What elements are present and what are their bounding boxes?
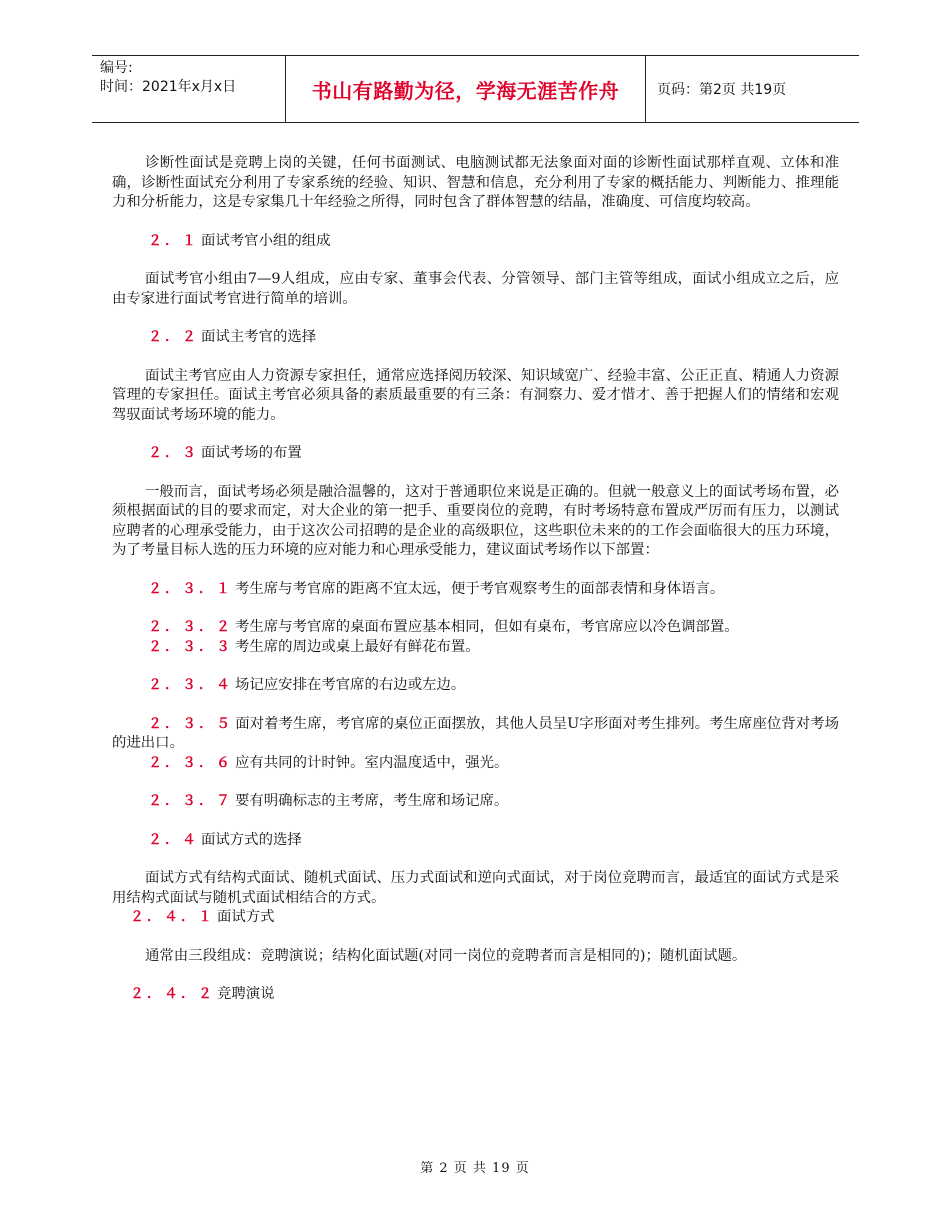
item-text: 考生席与考官席的距离不宜太远，便于考官观察考生的面部表情和身体语言。: [235, 580, 725, 597]
section-title: 竞聘演说: [217, 986, 275, 1002]
item-2-3-5: [112, 715, 839, 754]
item-text: 场记应安排在考官席的右边或左边。: [235, 677, 466, 693]
section-2-4-1-paragraph: 通常由三段组成：竞聘演说；结构化面试题(对同一岗位的竞聘者而言是相同的)；随机面试题。: [145, 947, 747, 964]
header-meta: [92, 56, 285, 122]
item-number: ２．３．６: [148, 754, 233, 771]
item-text: 考生席与考官席的桌面布置应基本相同，但如有桌布，考官席应以冷色调部置。: [235, 619, 739, 635]
document-time-label: 时间：2021年x月x日: [100, 79, 237, 95]
item-2-3-3: [112, 638, 839, 658]
item-number: ２．３．２: [148, 619, 233, 635]
section-2-3-paragraph: 一般而言，面试考场必须是融洽温馨的，这对于普通职位来说是正确的。但就一般意义上的面试考场布置，必须根据面试的目的要求而定，对大企业的第一把手、重要岗位的竞聘，有时考场特意布置成严厉而有压力，以测试应聘者的心理承受能力，由于这次公司招聘的是企业的高级职位，这些职位未来的的工作会面临很大的压力环境，为了考量目标人选的压力环境的应对能力和心理承受能力，建议面试考场作以下部置：: [112, 483, 839, 558]
item-number: ２．３．４: [148, 677, 233, 693]
item-text: 考生席的周边或桌上最好有鲜花布置。: [235, 638, 480, 655]
section-title: 面试方式的选择: [201, 831, 302, 848]
section-2-3-heading: [112, 444, 839, 464]
header-motto: 书山有路勤为径，学海无涯苦作舟: [311, 78, 620, 103]
section-title: 面试方式: [217, 909, 275, 925]
section-2-1-heading: [112, 232, 839, 252]
section-number: ２．４．１: [130, 909, 215, 925]
section-title: 面试主考官的选择: [201, 329, 317, 345]
item-text: 要有明确标志的主考席，考生席和场记席。: [235, 793, 509, 809]
section-number: ２．４．２: [130, 986, 215, 1002]
section-2-1-paragraph: 面试考官小组由7—9人组成，应由专家、董事会代表、分管领导、部门主管等组成，面试小组成立之后，应由专家进行面试考官进行简单的培训。: [112, 271, 839, 307]
header-motto-cell: [285, 56, 646, 122]
page-header: [92, 55, 859, 123]
document-body: [112, 154, 839, 1005]
intro-paragraph: 诊断性面试是竞聘上岗的关键，任何书面测试、电脑测试都无法象面对面的诊断性面试那样直观、立体和准确，诊断性面试充分利用了专家系统的经验、知识、智慧和信息，充分利用了专家的概括能力、判断能力、推理能力和分析能力，这是专家集几十年经验之所得，同时包含了群体智慧的结晶，准确度、可信度均较高。: [112, 155, 839, 210]
item-number: ２．３．７: [148, 793, 233, 809]
section-2-4-2-heading: [112, 985, 839, 1005]
section-number: ２．１: [148, 232, 199, 249]
item-2-3-7: [112, 792, 839, 812]
document-number-label: 编号:: [100, 60, 133, 76]
item-number: ２．３．５: [148, 715, 234, 732]
header-page-cell: [645, 56, 859, 122]
item-2-3-4: [112, 676, 839, 696]
section-2-2-paragraph: 面试主考官应由人力资源专家担任，通常应选择阅历较深、知识域宽广、经验丰富、公正正直、精通人力资源管理的专家担任。面试主考官必须具备的素质最重要的有三条：有洞察力、爱才惜才、善于把握人们的情绪和宏观驾驭面试考场环境的能力。: [112, 367, 839, 423]
section-2-4-heading: [112, 831, 839, 851]
item-text: 应有共同的计时钟。室内温度适中，强光。: [235, 754, 509, 771]
header-page-info: 页码：第2页 共19页: [657, 82, 787, 98]
item-2-3-2: [112, 618, 839, 638]
item-2-3-6: [112, 754, 839, 774]
section-number: ２．３: [148, 445, 199, 461]
item-2-3-1: [112, 580, 839, 600]
section-2-4-1-heading: [112, 908, 839, 928]
item-number: ２．３．３: [148, 638, 233, 655]
section-2-2-heading: [112, 328, 839, 348]
section-number: ２．２: [148, 329, 199, 345]
item-text: 面对着考生席，考官席的桌位正面摆放，其他人员呈U字形面对考生排列。考生席座位背对考场的进出口。: [112, 715, 839, 751]
section-number: ２．４: [148, 831, 199, 848]
section-title: 面试考官小组的组成: [201, 232, 331, 249]
section-2-4-paragraph: 面试方式有结构式面试、随机式面试、压力式面试和逆向式面试，对于岗位竞聘而言，最适宜的面试方式是采用结构式面试与随机式面试相结合的方式。: [112, 870, 839, 906]
page-footer: 第 2 页 共 19 页: [420, 1161, 530, 1176]
section-title: 面试考场的布置: [201, 445, 302, 461]
item-number: ２．３．１: [148, 580, 233, 597]
